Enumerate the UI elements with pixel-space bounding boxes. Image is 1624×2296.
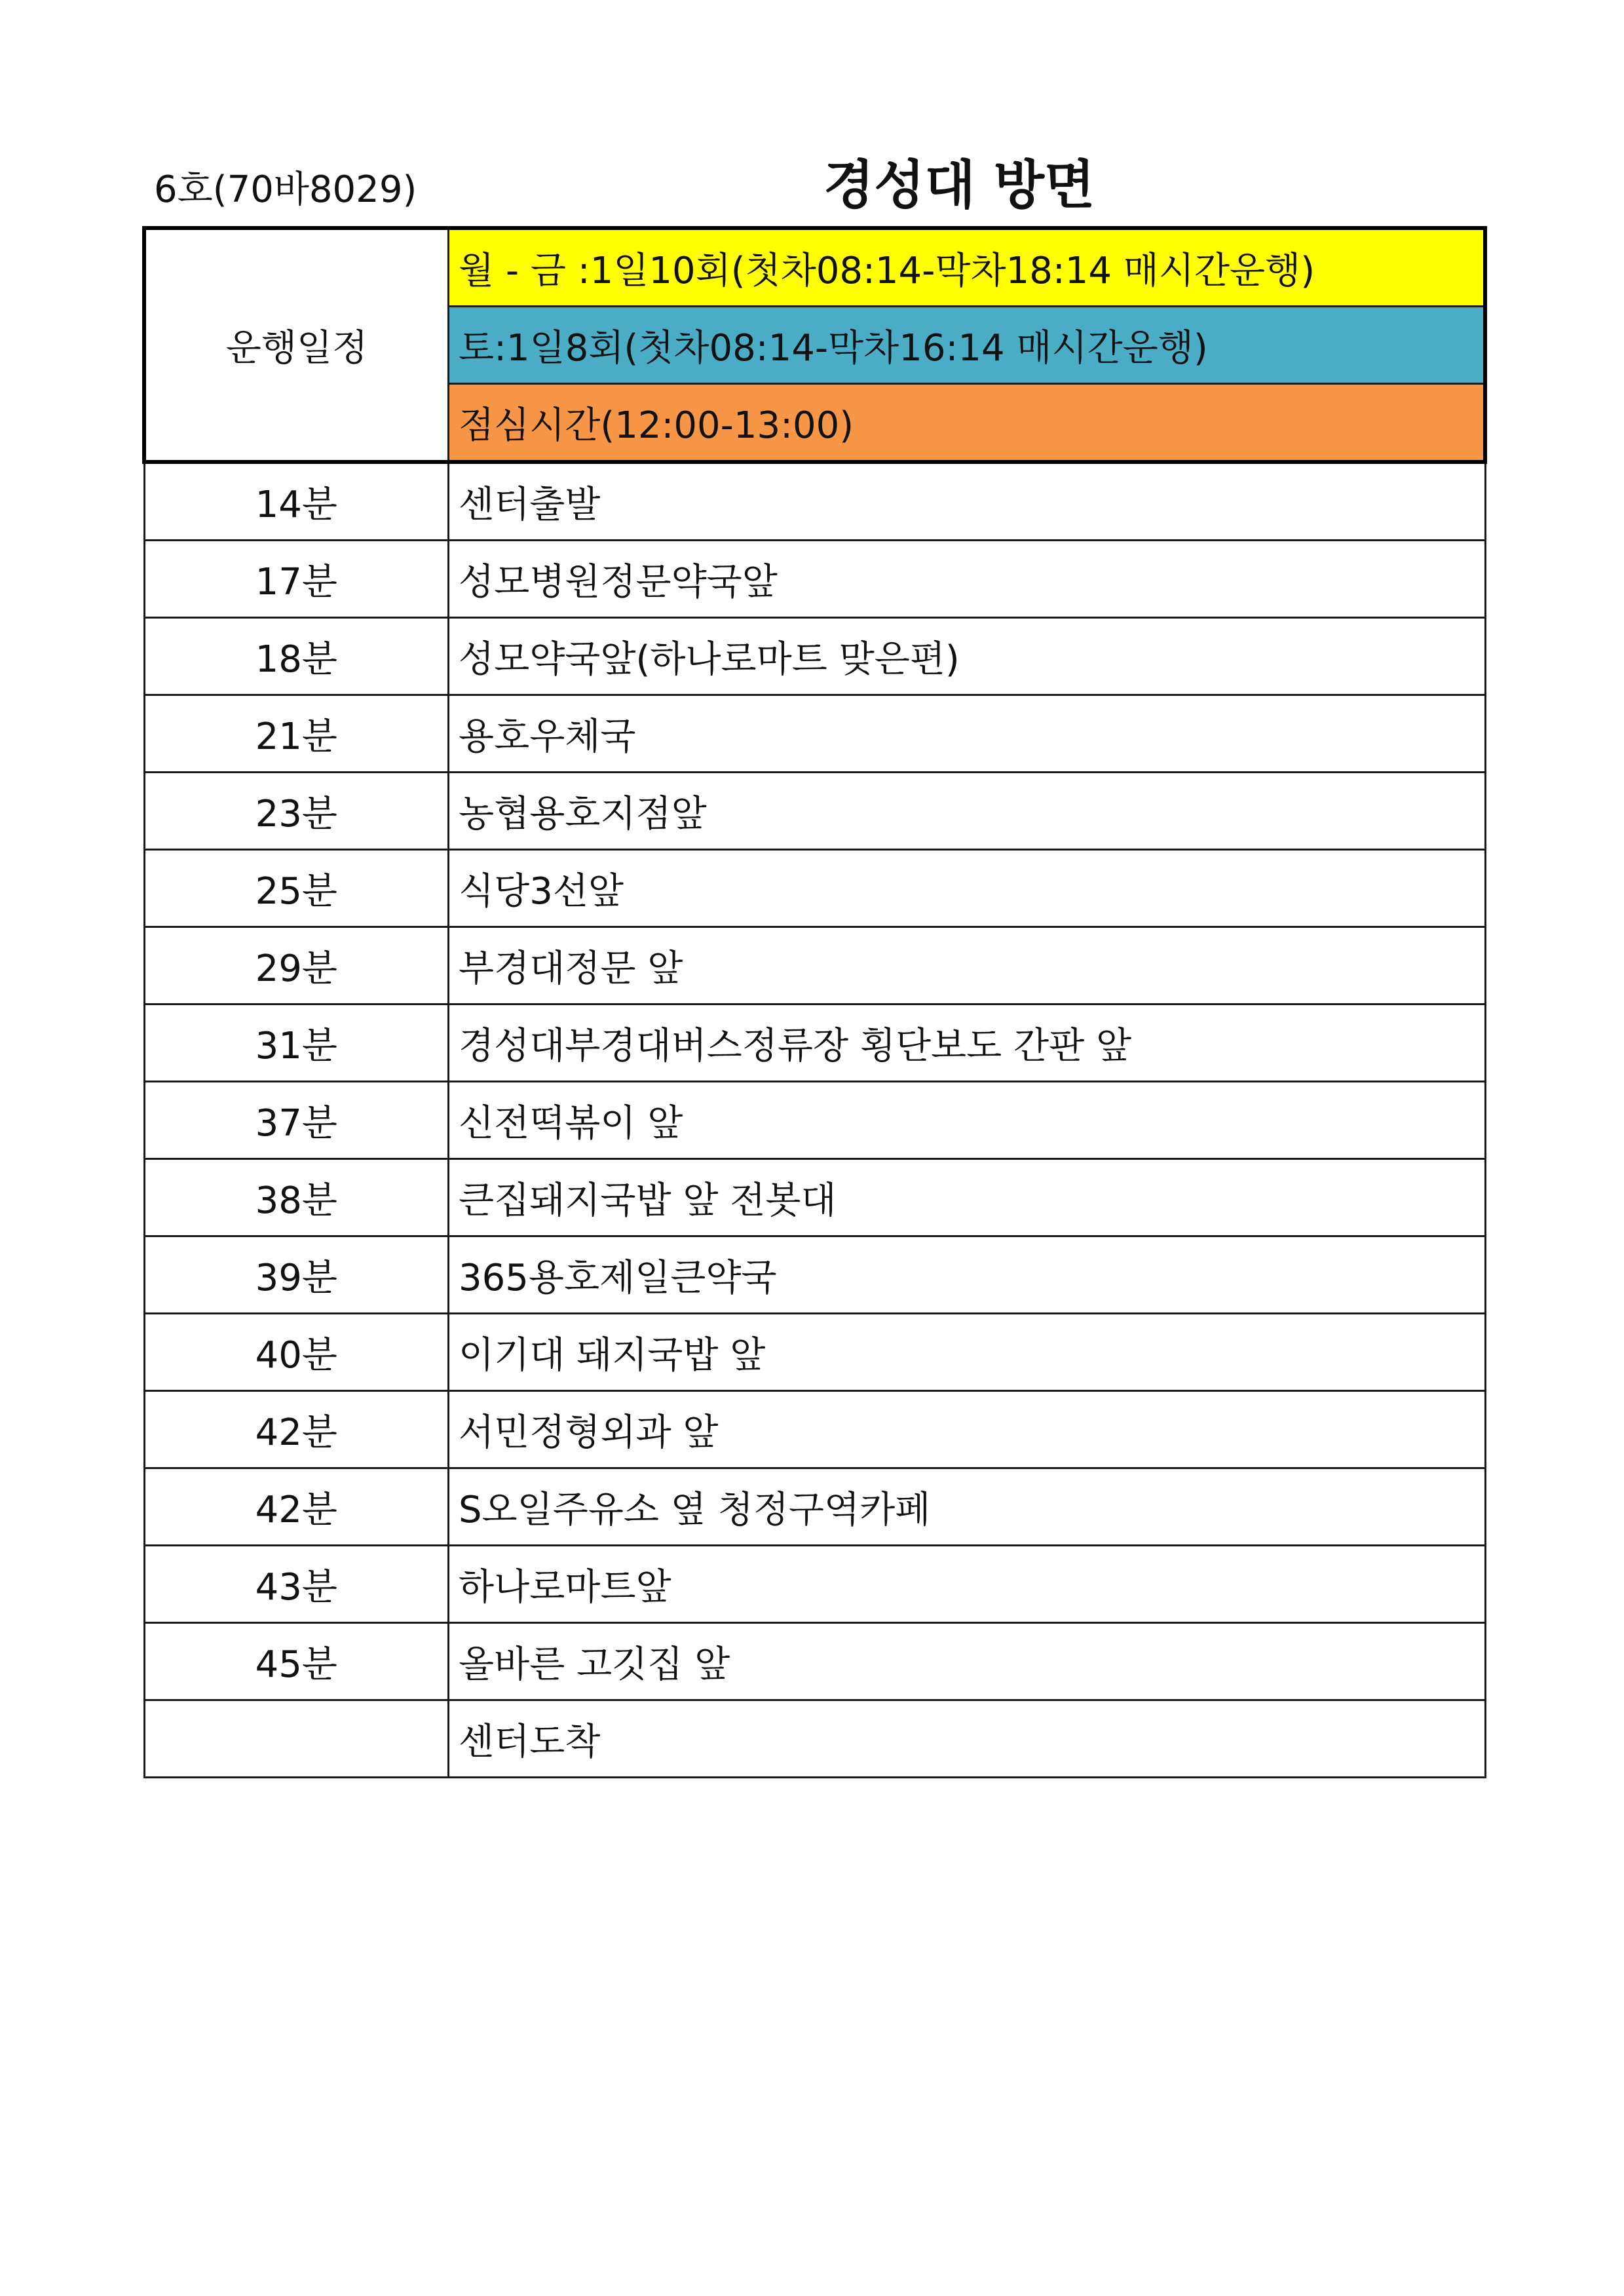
stop-time: 29분: [144, 927, 449, 1004]
lunch-time: 점심시간(12:00-13:00): [449, 384, 1486, 463]
stop-name: 센터도착: [449, 1700, 1486, 1778]
stop-name: 하나로마트앞: [449, 1546, 1486, 1623]
stop-name: 경성대부경대버스정류장 횡단보도 간판 앞: [449, 1004, 1486, 1082]
stop-name: 서민정형외과 앞: [449, 1391, 1486, 1468]
table-row: [144, 1623, 1485, 1700]
operation-row-weekday: [144, 228, 1485, 307]
stop-name: 농협용호지점앞: [449, 773, 1486, 850]
stop-name: 부경대정문 앞: [449, 927, 1486, 1004]
stop-name: 올바른 고깃집 앞: [449, 1623, 1486, 1700]
stop-time: [144, 1700, 449, 1778]
stop-time: 38분: [144, 1159, 449, 1236]
stop-time: 39분: [144, 1236, 449, 1314]
weekday-schedule: 월 - 금 :1일10회(첫차08:14-막차18:14 매시간운행): [449, 228, 1486, 307]
stop-time: 23분: [144, 773, 449, 850]
table-row: [144, 1236, 1485, 1314]
table-row: [144, 1700, 1485, 1778]
bus-id: 6호(70바8029): [154, 168, 417, 211]
stop-time: 45분: [144, 1623, 449, 1700]
page-title: 경성대 방면: [823, 155, 1095, 216]
stop-name: 큰집돼지국밥 앞 전봇대: [449, 1159, 1486, 1236]
table-row: [144, 695, 1485, 773]
stop-time: 25분: [144, 850, 449, 927]
stop-time: 18분: [144, 618, 449, 695]
stop-name: 성모병원정문약국앞: [449, 541, 1486, 618]
table-row: [144, 1004, 1485, 1082]
stop-time: 37분: [144, 1082, 449, 1159]
stop-time: 42분: [144, 1391, 449, 1468]
stop-time: 43분: [144, 1546, 449, 1623]
table-row: [144, 1468, 1485, 1546]
table-row: [144, 462, 1485, 541]
stop-time: 21분: [144, 695, 449, 773]
schedule-table: [142, 226, 1487, 1778]
table-row: [144, 618, 1485, 695]
stop-name: 용호우체국: [449, 695, 1486, 773]
table-row: [144, 1314, 1485, 1391]
operation-label: 운행일정: [144, 228, 449, 462]
stop-name: 성모약국앞(하나로마트 맞은편): [449, 618, 1486, 695]
table-row: [144, 773, 1485, 850]
stop-name: 이기대 돼지국밥 앞: [449, 1314, 1486, 1391]
stop-time: 40분: [144, 1314, 449, 1391]
page-header: [142, 141, 1487, 226]
table-row: [144, 850, 1485, 927]
table-row: [144, 1546, 1485, 1623]
stop-name: 신전떡볶이 앞: [449, 1082, 1486, 1159]
stop-time: 14분: [144, 462, 449, 541]
table-row: [144, 1159, 1485, 1236]
stop-name: S오일주유소 옆 청정구역카페: [449, 1468, 1486, 1546]
stop-name: 센터출발: [449, 462, 1486, 541]
stop-name: 식당3선앞: [449, 850, 1486, 927]
stop-time: 42분: [144, 1468, 449, 1546]
saturday-schedule: 토:1일8회(첫차08:14-막차16:14 매시간운행): [449, 307, 1486, 384]
stop-time: 31분: [144, 1004, 449, 1082]
stop-time: 17분: [144, 541, 449, 618]
table-row: [144, 1391, 1485, 1468]
table-row: [144, 1082, 1485, 1159]
stop-name: 365용호제일큰약국: [449, 1236, 1486, 1314]
table-row: [144, 927, 1485, 1004]
table-row: [144, 541, 1485, 618]
